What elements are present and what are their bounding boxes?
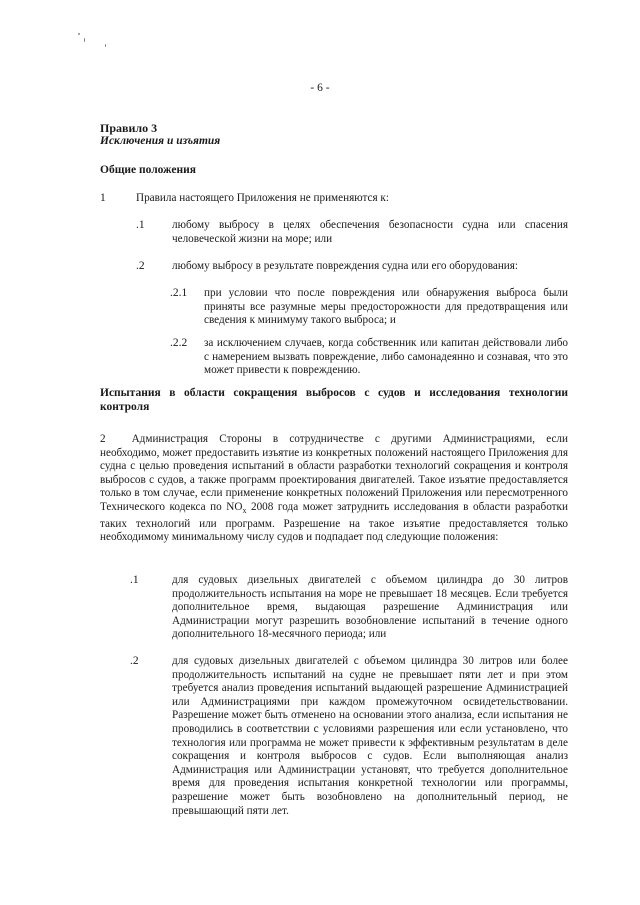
item-2-1-number: .1: [130, 574, 139, 586]
general-provisions-heading: Общие положения: [100, 164, 196, 176]
item-1-1-text: любому выбросу в целях обеспечения безопасности судна или спасения человеческой жизни на море; или: [172, 219, 568, 245]
item-1-1-number: .1: [136, 219, 145, 231]
item-1-2-2-number: .2.2: [170, 337, 188, 349]
rule-subtitle: Исключения и изъятия: [100, 135, 221, 147]
paragraph-2-text-a: Администрация Стороны в сотрудничестве с другими Администрациями, если необходимо, может предоставить изъятие из конкретных положений настоящего Приложения для судна с целью проведения испытаний в области разработки технологий сокращения и контроля выбросов с судов, а также программ проектирования двигателей. Такое изъятие предоставляется только в том случае, если применение конкретных положений Приложения или пересмотренного Технического кодекса по NO: [100, 433, 568, 513]
item-2-1-text: для судовых дизельных двигателей с объемом цилиндра до 30 литров продолжительность испытания на море не превышает 18 месяцев. Если требуется дополнительное время, выдающая разрешение Администрация или Администрации могут разрешить возобновление испытаний в течение одного дополнительного 18-месячного периода; или: [172, 574, 568, 641]
page-number: - 6 -: [310, 82, 330, 94]
item-1-2-text: любому выбросу в результате повреждения судна или его оборудования:: [172, 260, 519, 272]
item-1-2-2-text: за исключением случаев, когда собственник или капитан действовали либо с намерением вызвать повреждение, либо самонадеянно и сознавая, что это может привести к повреждению.: [204, 337, 568, 377]
item-1-2-1-text: при условии что после повреждения или обнаружения выброса были приняты все разумные меры предосторожности для предотвращения или сведения к минимуму такого выброса; и: [204, 287, 568, 327]
paragraph-2: [100, 433, 568, 545]
paragraph-2-text-b: 2008 года может затруднить исследования в области разработки таких технологий или программ. Разрешение на такое изъятие предоставляется только необходимому минимальному числу судов и подпадает под следующие положения:: [100, 500, 568, 544]
trials-heading: Испытания в области сокращения выбросов с судов и исследования технологии контроля: [100, 387, 568, 413]
paragraph-1-number: 1: [100, 192, 106, 204]
paragraph-1-text: Правила настоящего Приложения не применяются к:: [136, 192, 389, 204]
paragraph-2-number: 2: [100, 433, 106, 445]
item-1-2-number: .2: [136, 260, 145, 272]
item-1-2-1-number: .2.1: [170, 287, 188, 299]
scan-speck: [105, 44, 106, 47]
scan-speck: [78, 33, 80, 35]
scan-speck: [84, 38, 85, 42]
rule-title: Правило 3: [100, 121, 158, 135]
item-2-2-text: для судовых дизельных двигателей с объемом цилиндра 30 литров или более продолжительность испытаний на судне не превышает пяти лет и при этом требуется анализ проведения испытаний выдающей разрешение Администрацией или Администрациями при каждом промежуточном освидетельствовании. Разрешение может быть отменено на основании этого анализа, если испытания не проводились в соответствии с условиями разрешения или если установлено, что технология или программа не может привести к эффективным результатам в деле сокращения и контроля выбросов с судов. Если выполняющая анализ Администрация или Администрации установят, что требуется дополнительное время для проведения испытания конкретной технологии или программы, разрешение может быть возобновлено на дополнительный период, не превышающий пяти лет.: [172, 655, 568, 817]
item-2-2-number: .2: [130, 655, 139, 667]
paragraph-2-subscript: x: [242, 506, 247, 516]
